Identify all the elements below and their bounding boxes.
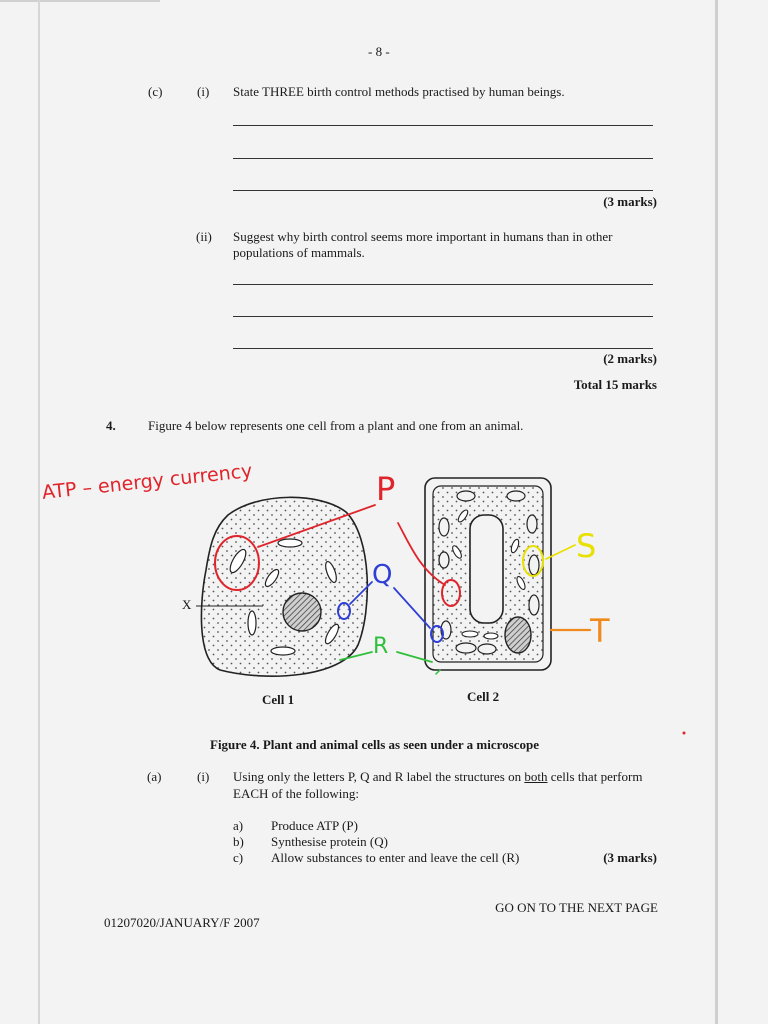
- q3c-label: (c): [148, 84, 163, 99]
- item-text: Produce ATP (P): [271, 818, 358, 833]
- cell-2-vacuole: [470, 515, 503, 623]
- instruction-underlined: both: [524, 769, 548, 784]
- item-letter: a): [233, 818, 244, 833]
- q4a-instruction-line1: [233, 769, 642, 785]
- item-letter: b): [233, 834, 244, 849]
- q4a-instruction-line2: EACH of the following:: [233, 786, 360, 801]
- q4a-marks: (3 marks): [603, 850, 657, 865]
- q3c-ii-text-line1: Suggest why birth control seems more important in humans than in other: [233, 229, 613, 244]
- cell-1: [196, 497, 367, 676]
- cell-1-label: Cell 1: [262, 692, 295, 707]
- page-number: - 8 -: [368, 44, 390, 59]
- next-page-note: GO ON TO THE NEXT PAGE: [495, 900, 658, 915]
- red-dot: [683, 732, 686, 735]
- atp-annotation: ATP – energy currency: [41, 459, 254, 504]
- instruction-text: cells that perform: [547, 769, 643, 784]
- q3c-i-label: (i): [197, 84, 210, 99]
- total-marks: Total 15 marks: [573, 377, 657, 392]
- item-text: Synthesise protein (Q): [271, 834, 388, 849]
- x-label: X: [182, 597, 192, 612]
- figure-caption: Figure 4. Plant and animal cells as seen under a microscope: [210, 737, 539, 752]
- cell-2-nucleus: [505, 617, 531, 653]
- instruction-text: Using only the letters P, Q and R label the structures on: [233, 769, 525, 784]
- cell-2-label: Cell 2: [467, 689, 500, 704]
- label-p: P: [376, 470, 396, 508]
- cell-1-nucleus: [283, 593, 321, 631]
- item-letter: c): [233, 850, 244, 865]
- q3c-i-marks: (3 marks): [603, 194, 657, 209]
- q4-intro: Figure 4 below represents one cell from a plant and one from an animal.: [148, 418, 524, 433]
- q4-number: 4.: [106, 418, 116, 433]
- q4a-i-label: (i): [197, 769, 210, 784]
- item-text: Allow substances to enter and leave the cell (R): [271, 850, 520, 865]
- label-q: Q: [372, 560, 393, 590]
- cell-2: [425, 478, 551, 670]
- label-s: S: [576, 527, 597, 565]
- q3c-ii-marks: (2 marks): [603, 351, 657, 366]
- paper-code: 01207020/JANUARY/F 2007: [104, 915, 260, 930]
- label-r: R: [373, 634, 389, 659]
- q3c-i-text: State THREE birth control methods practised by human beings.: [233, 84, 565, 99]
- q3c-ii-label: (ii): [196, 229, 212, 244]
- q4a-label: (a): [147, 769, 162, 784]
- q3c-ii-text-line2: populations of mammals.: [233, 245, 365, 260]
- label-t: T: [590, 612, 610, 650]
